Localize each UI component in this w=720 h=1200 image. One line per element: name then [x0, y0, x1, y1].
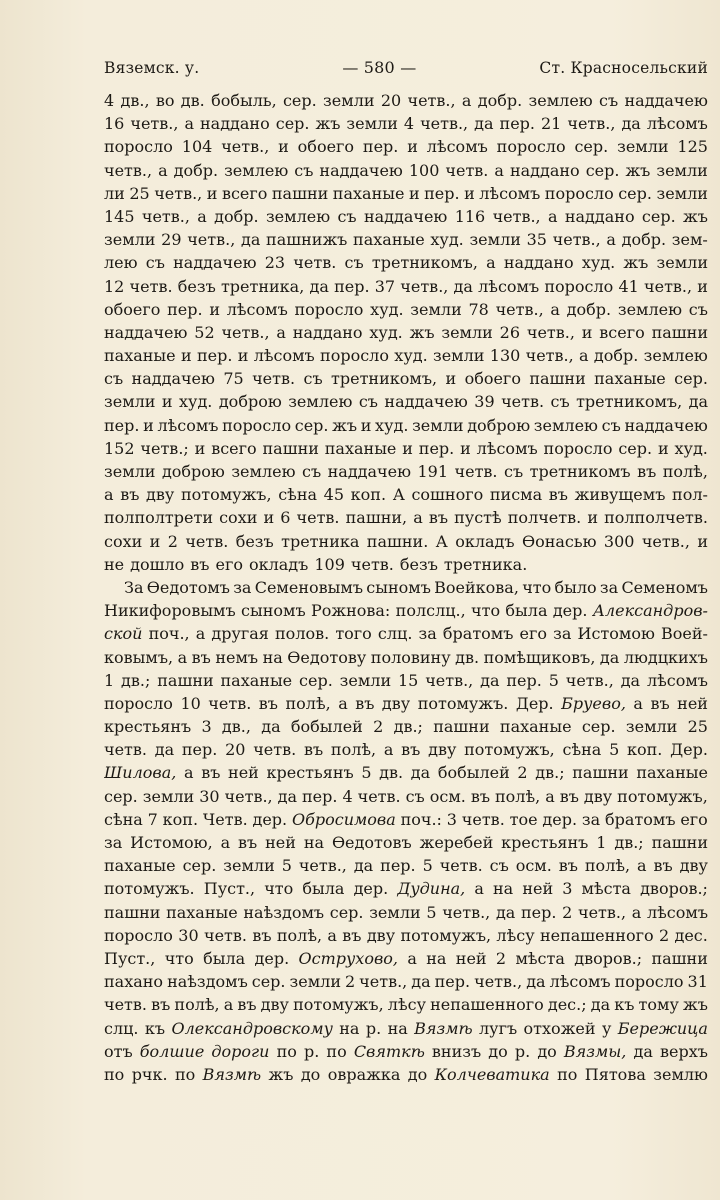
- text-line: четв. въ полѣ, а въ дву потомужъ, лѣсу непашенного дес.; да къ тому жъ: [104, 995, 708, 1015]
- text-line: Пуст., что была дер. Острухово, а на ней 2 мѣста дворов.; пашни: [104, 948, 708, 968]
- header-district: Вяземск. у.: [104, 59, 200, 77]
- text-line: сохи и 2 четв. безъ третника пашни. А окладъ Өонасью 300 четв., и: [104, 531, 708, 551]
- text-line: паханые и пер. и лѣсомъ поросло худ. земли 130 четв., а добр. землею: [104, 346, 708, 366]
- text-line: паханые сер. земли 5 четв., да пер. 5 четв. съ осм. въ полѣ, а въ дву: [104, 856, 708, 876]
- text-line: За Өедотомъ за Семеновымъ сыномъ Воейкова, что было за Семеномъ: [124, 577, 708, 597]
- text-line: за Истомою, а въ ней на Өедотовъ жеребей крестьянъ 1 дв.; пашни: [104, 833, 708, 852]
- header-camp: Ст. Красносельский: [539, 59, 708, 77]
- text-line: 1 дв.; пашни паханые сер. земли 15 четв., да пер. 5 четв., да лѣсомъ: [104, 670, 708, 690]
- text-line: полполтрети сохи и 6 четв. пашни, а въ пустѣ полчетв. и полполчетв.: [104, 508, 708, 528]
- body-text: [104, 89, 708, 1086]
- text-line: 145 четв., а добр. землею съ наддачею 116 четв., а наддано сер. жъ: [104, 206, 708, 226]
- text-line: пахано наѣздомъ сер. земли 2 четв., да пер. четв., да лѣсомъ поросло 31: [104, 972, 708, 992]
- text-line: лею съ наддачею 23 четв. съ третникомъ, а наддано худ. жъ земли: [104, 253, 708, 273]
- text-line: земли доброю землею съ наддачею 191 четв. съ третникомъ въ полѣ,: [104, 462, 708, 481]
- text-line: ковымъ, а въ немъ на Өедотову половину дв. помѣщиковъ, да людцкихъ: [104, 647, 708, 667]
- text-line: крестьянъ 3 дв., да бобылей 2 дв.; пашни паханые сер. земли 25: [104, 717, 708, 737]
- text-line: наддачею 52 четв., а наддано худ. жъ земли 26 четв., и всего пашни: [104, 322, 708, 342]
- text-line: сѣна 7 коп. Четв. дер. Обросимова поч.: 3 четв. тое дер. за братомъ его: [104, 809, 708, 829]
- text-line: поросло 10 четв. въ полѣ, а въ дву потомужъ. Дер. Бруево, а въ ней: [104, 693, 708, 713]
- text-line: 4 дв., во дв. бобыль, сер. земли 20 четв., а добр. землею съ наддачею: [104, 91, 708, 110]
- page-number: — 580 —: [342, 58, 417, 77]
- text-line: отъ болшие дороги по р. по Святкѣ внизъ до р. до Вязмы, да верхъ: [104, 1041, 708, 1061]
- text-line: по рчк. по Вязмѣ жъ до овражка до Колчеватика по Пятова землю: [104, 1064, 708, 1084]
- text-line: съ наддачею 75 четв. съ третникомъ, и обоего пашни паханые сер.: [104, 369, 708, 389]
- text-line: обоего пер. и лѣсомъ поросло худ. земли 78 четв., а добр. землею съ: [104, 299, 708, 319]
- text-line: слц. къ Олександровскому на р. на Вязмѣ лугъ отхожей у Бережица: [104, 1018, 708, 1038]
- text-line: пашни паханые наѣздомъ сер. земли 5 четв., да пер. 2 четв., а лѣсомъ: [104, 902, 708, 922]
- page-header: [104, 58, 708, 77]
- text-line: ли 25 четв., и всего пашни паханые и пер. и лѣсомъ поросло сер. земли: [104, 183, 708, 203]
- text-line: ской поч., а другая полов. того слц. за братомъ его за Истомою Воей-: [104, 624, 708, 644]
- text-line: Шилова, а въ ней крестьянъ 5 дв. да бобылей 2 дв.; пашни паханые: [104, 763, 708, 783]
- text-line: земли и худ. доброю землею съ наддачею 39 четв. съ третникомъ, да: [104, 392, 708, 412]
- text-line: сер. земли 30 четв., да пер. 4 четв. съ осм. въ полѣ, а въ дву потомужъ,: [104, 786, 708, 806]
- text-line: четв. да пер. 20 четв. въ полѣ, а въ дву потомужъ, сѣна 5 коп. Дер.: [104, 740, 708, 760]
- text-line: не дошло въ его окладъ 109 четв. безъ третника.: [104, 554, 528, 574]
- text-line: четв., а добр. землею съ наддачею 100 четв. а наддано сер. жъ земли: [104, 160, 708, 180]
- text-line: поросло 104 четв., и обоего пер. и лѣсомъ поросло сер. земли 125: [104, 137, 708, 157]
- text-line: потомужъ. Пуст., что была дер. Дудина, а на ней 3 мѣста дворов.;: [104, 879, 708, 899]
- text-line: поросло 30 четв. въ полѣ, а въ дву потомужъ, лѣсу непашенного 2 дес.: [104, 925, 708, 945]
- text-line: 16 четв., а наддано сер. жъ земли 4 четв., да пер. 21 четв., да лѣсомъ: [104, 114, 708, 134]
- text-line: 12 четв. безъ третника, да пер. 37 четв., да лѣсомъ поросло 41 четв., и: [104, 276, 708, 296]
- text-line: пер. и лѣсомъ поросло сер. жъ и худ. земли доброю землею съ наддачею: [104, 415, 708, 435]
- text-line: 152 четв.; и всего пашни паханые и пер. и лѣсомъ поросло сер. и худ.: [104, 438, 708, 458]
- text-line: Никифоровымъ сыномъ Рожнова: полслц., что была дер. Александров-: [104, 601, 708, 621]
- text-line: а въ дву потомужъ, сѣна 45 коп. А сошного писма въ живущемъ пол-: [104, 485, 708, 505]
- text-line: земли 29 четв., да пашнижъ паханые худ. земли 35 четв., а добр. зем-: [104, 230, 708, 250]
